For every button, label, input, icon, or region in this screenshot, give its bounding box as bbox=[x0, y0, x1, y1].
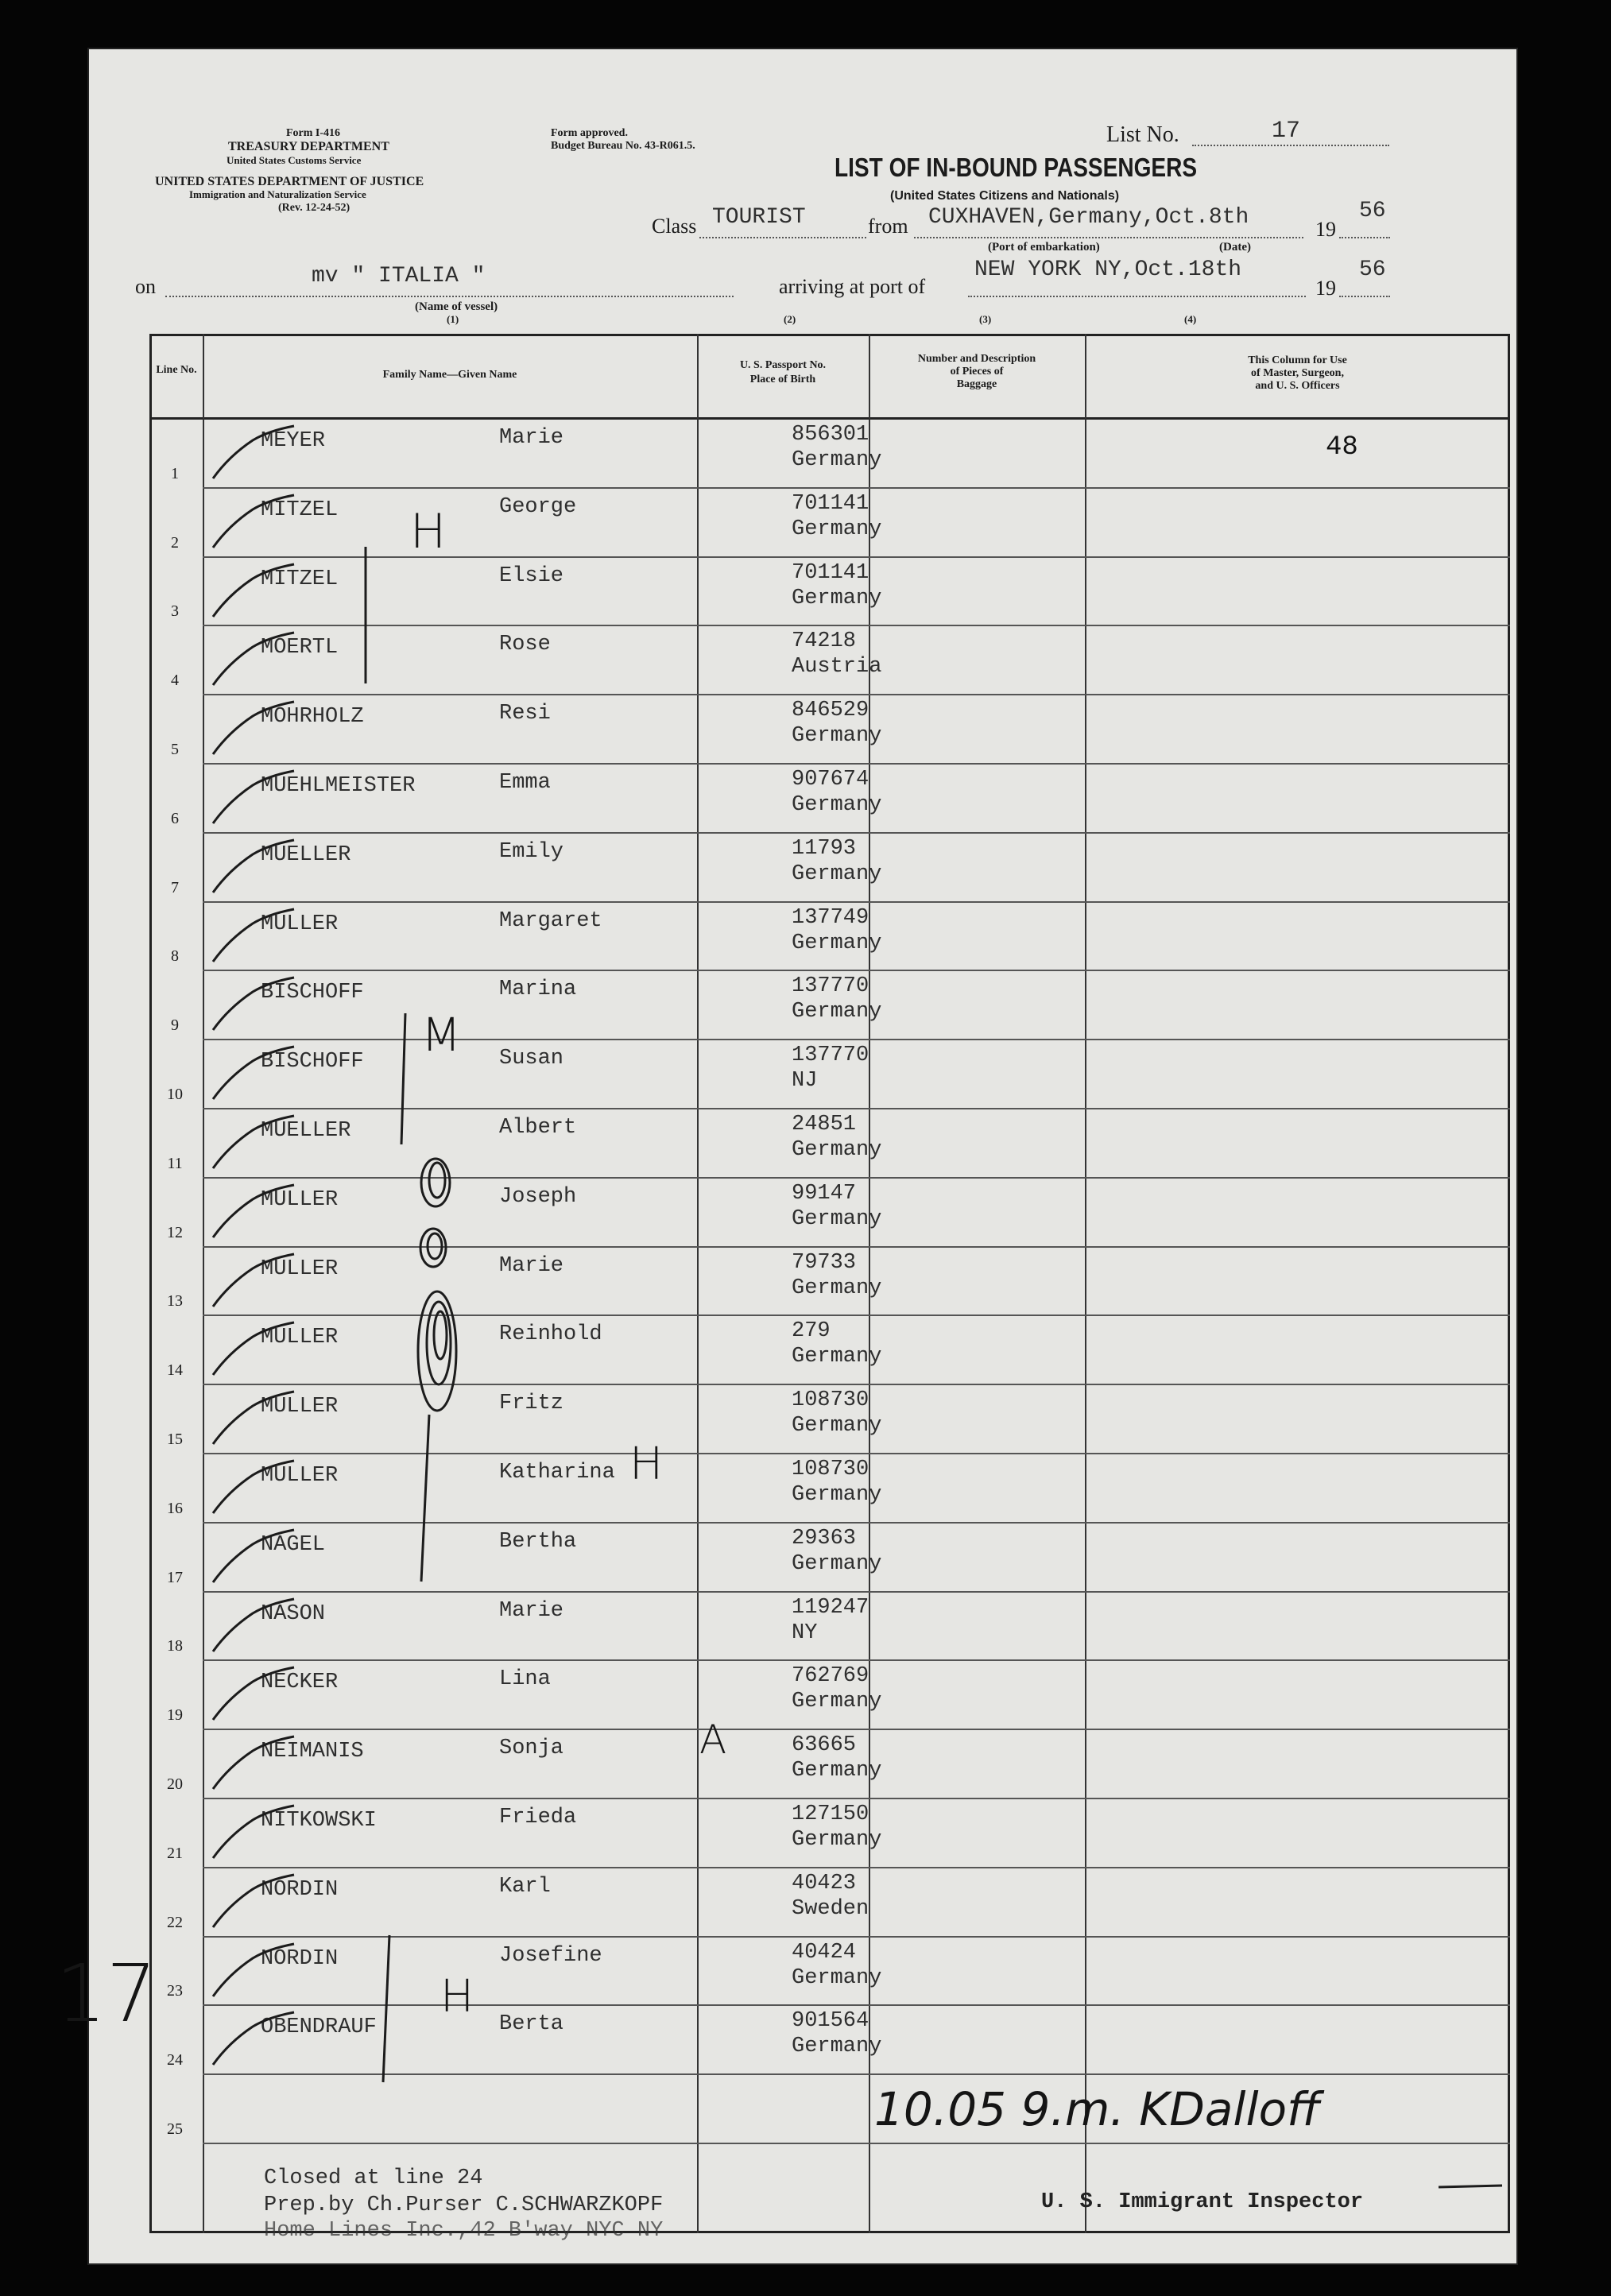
place-of-birth: Germany bbox=[792, 1483, 882, 1507]
family-name: MOHRHOLZ bbox=[261, 705, 364, 730]
given-name: Rose bbox=[499, 633, 551, 657]
col-header-baggage-2: of Pieces of bbox=[950, 366, 1004, 378]
passport-number: 907674 bbox=[792, 768, 869, 792]
bracket-line-bischoff bbox=[401, 1013, 405, 1144]
caption-3: (3) bbox=[979, 313, 992, 325]
line-number: 24 bbox=[167, 2051, 183, 2069]
family-name: MULLER bbox=[261, 1256, 339, 1281]
family-name: NORDIN bbox=[261, 1877, 339, 1902]
given-name: Katharina bbox=[499, 1461, 615, 1485]
line-number: 7 bbox=[171, 878, 179, 896]
home-lines: Home Lines Inc.,42 B'way NYC NY bbox=[264, 2219, 664, 2243]
family-name: NECKER bbox=[261, 1671, 339, 1695]
place-of-birth: Germany bbox=[792, 1551, 882, 1576]
line-number: 22 bbox=[167, 1913, 183, 1931]
place-of-birth: Germany bbox=[792, 1345, 882, 1369]
line-number: 9 bbox=[171, 1016, 179, 1035]
date-caption: (Date) bbox=[1219, 241, 1251, 254]
passport-number: 11793 bbox=[792, 836, 857, 861]
place-of-birth: Germany bbox=[792, 1965, 882, 1990]
line-number: 20 bbox=[167, 1775, 183, 1793]
line-number: 2 bbox=[171, 533, 179, 552]
family-name: BISCHOFF bbox=[261, 981, 364, 1005]
col-header-officers-2: of Master, Surgeon, bbox=[1251, 367, 1344, 379]
given-name: Resi bbox=[499, 702, 551, 726]
place-of-birth: Germany bbox=[792, 1690, 882, 1714]
given-name: Sonja bbox=[499, 1737, 564, 1761]
passport-number: 74218 bbox=[792, 629, 857, 654]
col-header-passport-2: Place of Birth bbox=[749, 374, 816, 385]
passport-number: 846529 bbox=[792, 699, 869, 723]
place-of-birth: Germany bbox=[792, 1000, 882, 1024]
family-name: NAGEL bbox=[261, 1532, 326, 1557]
officer-count: 48 bbox=[1326, 432, 1358, 463]
col-header-officers-1: This Column for Use bbox=[1248, 354, 1347, 366]
family-name: MOERTL bbox=[261, 636, 339, 660]
given-name: Marina bbox=[499, 978, 577, 1002]
family-name: MULLER bbox=[261, 1326, 339, 1350]
handwritten-mark-h1: H bbox=[410, 504, 447, 559]
line-number: 1 bbox=[171, 464, 179, 482]
family-name: MITZEL bbox=[261, 498, 339, 522]
given-name: Marie bbox=[499, 1253, 564, 1278]
given-name: Berta bbox=[499, 2012, 564, 2037]
handwritten-mark-h3: H bbox=[440, 1971, 474, 2023]
col-header-passport-1: U. S. Passport No. bbox=[739, 359, 827, 371]
given-name: Elsie bbox=[499, 563, 564, 588]
prepared-by: Prep.by Ch.Purser C.SCHWARZKOPF bbox=[264, 2193, 664, 2217]
passport-number: 119247 bbox=[792, 1595, 869, 1620]
given-name: Bertha bbox=[499, 1529, 577, 1554]
form-revision: (Rev. 12-24-52) bbox=[278, 202, 350, 214]
pen-marks bbox=[87, 48, 1518, 2265]
place-of-birth: Germany bbox=[792, 1828, 882, 1852]
family-name: MULLER bbox=[261, 1464, 339, 1488]
given-name: Josefine bbox=[499, 1943, 602, 1968]
inspector-title: U. S. Immigrant Inspector bbox=[1041, 2190, 1364, 2214]
given-name: George bbox=[499, 494, 577, 519]
scribble-3c bbox=[434, 1311, 447, 1359]
family-name: MUELLER bbox=[261, 1119, 351, 1143]
passport-number: 137770 bbox=[792, 974, 869, 999]
line-number: 19 bbox=[167, 1706, 183, 1725]
scribble-1b bbox=[429, 1163, 445, 1198]
passport-number: 24851 bbox=[792, 1113, 857, 1136]
arriving-label: arriving at port of bbox=[779, 275, 926, 298]
arriving-value: NEW YORK NY,Oct.18th bbox=[974, 257, 1242, 282]
family-name: MULLER bbox=[261, 1187, 339, 1212]
line-number: 8 bbox=[171, 947, 179, 966]
given-name: Marie bbox=[499, 1598, 564, 1623]
year-prefix-1: 19 bbox=[1315, 218, 1336, 241]
place-of-birth: Germany bbox=[792, 1759, 882, 1783]
form-approved: Form approved. bbox=[551, 127, 628, 139]
passport-number: 856301 bbox=[792, 423, 869, 447]
place-of-birth: Austria bbox=[792, 655, 882, 680]
handwritten-mark-m: M bbox=[421, 1008, 462, 1062]
col-header-line: Line No. bbox=[156, 364, 197, 376]
passport-number: 29363 bbox=[792, 1526, 857, 1551]
place-of-birth: Germany bbox=[792, 1138, 882, 1162]
col-header-officers-3: and U. S. Officers bbox=[1255, 380, 1340, 392]
line-number: 10 bbox=[167, 1085, 183, 1103]
handwritten-mark-a: A bbox=[699, 1717, 727, 1763]
place-of-birth: Germany bbox=[792, 1206, 882, 1231]
given-name: Emily bbox=[499, 839, 564, 864]
passport-number: 40424 bbox=[792, 1940, 857, 1965]
family-name: NORDIN bbox=[261, 1946, 339, 1971]
passport-number: 63665 bbox=[792, 1733, 857, 1758]
passport-number: 901564 bbox=[792, 2009, 869, 2034]
dept-ins: Immigration and Naturalization Service bbox=[189, 188, 366, 200]
place-of-birth: Germany bbox=[792, 517, 882, 541]
caption-2: (2) bbox=[784, 313, 796, 325]
dept-treasury: TREASURY DEPARTMENT bbox=[228, 140, 389, 153]
passport-number: 701141 bbox=[792, 491, 869, 516]
place-of-birth: Germany bbox=[792, 724, 882, 749]
line-number: 14 bbox=[167, 1361, 183, 1380]
form-number: Form I-416 bbox=[286, 127, 341, 139]
place-of-birth: Germany bbox=[792, 793, 882, 817]
class-label: Class bbox=[652, 215, 697, 238]
passport-number: 108730 bbox=[792, 1388, 869, 1413]
margin-number: 17 bbox=[56, 1947, 157, 2040]
given-name: Lina bbox=[499, 1667, 551, 1692]
place-of-birth: Germany bbox=[792, 2035, 882, 2059]
passport-number: 127150 bbox=[792, 1802, 869, 1826]
family-name: OBENDRAUF bbox=[261, 2015, 377, 2040]
place-of-birth: Germany bbox=[792, 861, 882, 886]
year-value-1: 56 bbox=[1359, 199, 1386, 223]
given-name: Susan bbox=[499, 1047, 564, 1071]
given-name: Fritz bbox=[499, 1392, 564, 1416]
col-header-name: Family Name—Given Name bbox=[382, 369, 517, 381]
place-of-birth: NY bbox=[792, 1620, 818, 1645]
bracket-line-nordin bbox=[383, 1935, 389, 2082]
passport-number: 79733 bbox=[792, 1250, 857, 1275]
bracket-line-muller bbox=[421, 1415, 429, 1582]
from-value: CUXHAVEN,Germany,Oct.8th bbox=[928, 205, 1249, 230]
port-embark-caption: (Port of embarkation) bbox=[988, 241, 1100, 254]
line-number: 25 bbox=[167, 2120, 183, 2138]
passport-number: 137749 bbox=[792, 905, 869, 930]
inspector-signature: 10.05 9.m. KDalloff bbox=[874, 2082, 1320, 2136]
col-header-baggage-3: Baggage bbox=[956, 378, 997, 390]
on-label: on bbox=[135, 275, 156, 298]
line-number: 11 bbox=[167, 1154, 183, 1172]
line-number: 23 bbox=[167, 1982, 183, 2000]
passport-number: 279 bbox=[792, 1319, 831, 1344]
given-name: Emma bbox=[499, 771, 551, 795]
line-number: 5 bbox=[171, 740, 179, 758]
given-name: Marie bbox=[499, 426, 564, 450]
line-number: 3 bbox=[171, 602, 179, 621]
place-of-birth: Germany bbox=[792, 1276, 882, 1300]
col-header-baggage-1: Number and Description bbox=[917, 353, 1036, 365]
page-subtitle: (United States Citizens and Nationals) bbox=[890, 189, 1120, 203]
family-name: NITKOWSKI bbox=[261, 1809, 377, 1833]
dept-customs: United States Customs Service bbox=[227, 154, 362, 166]
manifest-page bbox=[56, 48, 1518, 2265]
family-name: MUELLER bbox=[261, 842, 351, 867]
place-of-birth: Germany bbox=[792, 1414, 882, 1438]
given-name: Reinhold bbox=[499, 1322, 602, 1347]
passport-number: 762769 bbox=[792, 1664, 869, 1689]
handwritten-mark-h2: H bbox=[629, 1438, 664, 1490]
closed-note: Closed at line 24 bbox=[264, 2166, 483, 2190]
line-number: 18 bbox=[167, 1637, 183, 1655]
page-title: LIST OF IN-BOUND PASSENGERS bbox=[835, 153, 1198, 182]
passport-number: 99147 bbox=[792, 1181, 857, 1206]
given-name: Frieda bbox=[499, 1806, 577, 1829]
list-no-label: List No. bbox=[1106, 122, 1179, 147]
passport-number: 108730 bbox=[792, 1458, 869, 1481]
family-name: NASON bbox=[261, 1601, 326, 1626]
line-number: 13 bbox=[167, 1292, 183, 1311]
vessel-value: mv " ITALIA " bbox=[312, 264, 486, 288]
line-number: 15 bbox=[167, 1430, 183, 1448]
line-number: 12 bbox=[167, 1223, 183, 1241]
passport-number: 137770 bbox=[792, 1043, 869, 1068]
place-of-birth: NJ bbox=[792, 1069, 818, 1094]
given-name: Joseph bbox=[499, 1184, 577, 1209]
passport-number: 701141 bbox=[792, 560, 869, 585]
line-number: 17 bbox=[167, 1568, 183, 1586]
year-prefix-2: 19 bbox=[1315, 277, 1336, 300]
passport-number: 40423 bbox=[792, 1871, 857, 1895]
scribble-2b bbox=[428, 1233, 442, 1259]
given-name: Albert bbox=[499, 1116, 577, 1140]
place-of-birth: Germany bbox=[792, 586, 882, 610]
family-name: MITZEL bbox=[261, 567, 339, 591]
family-name: MEYER bbox=[261, 429, 326, 453]
budget-bureau: Budget Bureau No. 43-R061.5. bbox=[551, 140, 695, 152]
line-number: 4 bbox=[171, 672, 179, 690]
family-name: MULLER bbox=[261, 1395, 339, 1419]
from-label: from bbox=[868, 215, 908, 238]
line-number: 6 bbox=[171, 809, 179, 827]
vessel-caption: (Name of vessel) bbox=[415, 300, 498, 313]
given-name: Karl bbox=[499, 1874, 551, 1899]
place-of-birth: Germany bbox=[792, 931, 882, 955]
class-value: TOURIST bbox=[712, 205, 806, 230]
dept-justice: UNITED STATES DEPARTMENT OF JUSTICE bbox=[155, 175, 424, 188]
signature-tail bbox=[1439, 2186, 1502, 2187]
year-value-2: 56 bbox=[1359, 257, 1386, 282]
family-name: MULLER bbox=[261, 912, 339, 936]
family-name: BISCHOFF bbox=[261, 1050, 364, 1074]
caption-1: (1) bbox=[447, 313, 459, 325]
list-no-value: 17 bbox=[1272, 118, 1301, 145]
place-of-birth: Germany bbox=[792, 448, 882, 472]
caption-4: (4) bbox=[1184, 313, 1197, 325]
family-name: MUEHLMEISTER bbox=[261, 774, 416, 798]
family-name: NEIMANIS bbox=[261, 1740, 364, 1764]
line-number: 16 bbox=[167, 1499, 183, 1517]
line-number: 21 bbox=[167, 1844, 183, 1862]
place-of-birth: Sweden bbox=[792, 1896, 869, 1921]
given-name: Margaret bbox=[499, 908, 602, 933]
